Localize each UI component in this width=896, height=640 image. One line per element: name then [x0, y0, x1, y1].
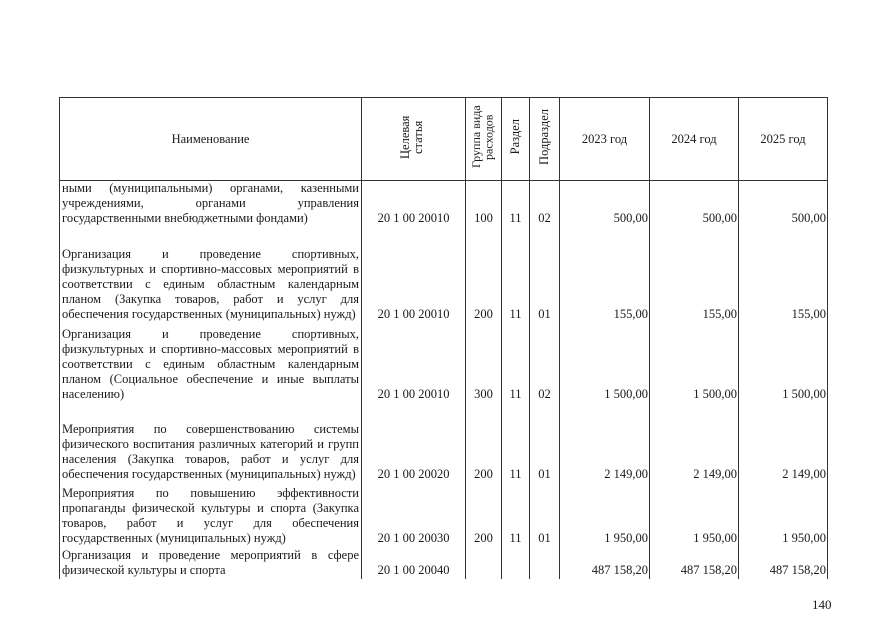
header-name: Наименование: [60, 98, 362, 181]
row-subsection: 01: [530, 227, 560, 323]
row-name: Организация и проведение спортивных, физкультурных и спортивно-массовых мероприятий в соответствии с единым областным календарным планом (Социальное обеспечение и иные выплаты населению): [60, 323, 362, 403]
row-name: Организация и проведение мероприятий в сфере физической культуры и спорта: [60, 547, 362, 579]
row-code: 20 1 00 20010: [362, 323, 466, 403]
row-value-2025: 1 500,00: [739, 323, 828, 403]
table-header-row: [60, 98, 828, 181]
row-group: 100: [466, 181, 502, 227]
row-group: 200: [466, 483, 502, 547]
table-row: [60, 483, 828, 547]
row-value-2023: 155,00: [560, 227, 650, 323]
row-section: 11: [502, 227, 530, 323]
row-subsection: 01: [530, 403, 560, 483]
row-name: ными (муниципальными) органами, казенными учреждениями, органами управления государственными внебюджетными фондами): [60, 181, 362, 227]
header-year-2025: 2025 год: [739, 98, 828, 181]
header-target-article: Целевая статья: [362, 98, 466, 181]
row-section: [502, 547, 530, 579]
header-year-2024: 2024 год: [650, 98, 739, 181]
table-row: [60, 227, 828, 323]
row-value-2024: 1 500,00: [650, 323, 739, 403]
row-group: 200: [466, 227, 502, 323]
table-row: [60, 547, 828, 579]
row-value-2023: 487 158,20: [560, 547, 650, 579]
row-section: 11: [502, 403, 530, 483]
row-code: 20 1 00 20010: [362, 227, 466, 323]
row-value-2025: 487 158,20: [739, 547, 828, 579]
row-code: 20 1 00 20030: [362, 483, 466, 547]
page-number: 140: [812, 597, 832, 612]
row-value-2024: 500,00: [650, 181, 739, 227]
row-subsection: 02: [530, 323, 560, 403]
row-subsection: 02: [530, 181, 560, 227]
row-value-2023: 1 950,00: [560, 483, 650, 547]
row-value-2025: 155,00: [739, 227, 828, 323]
header-year-2023: 2023 год: [560, 98, 650, 181]
table-row: [60, 323, 828, 403]
row-code: 20 1 00 20040: [362, 547, 466, 579]
budget-table: [59, 97, 828, 579]
row-group: [466, 547, 502, 579]
row-section: 11: [502, 483, 530, 547]
row-value-2024: 155,00: [650, 227, 739, 323]
row-name: Организация и проведение спортивных, физкультурных и спортивно-массовых мероприятий в соответствии с единым областным календарным планом (Закупка товаров, работ и услуг для обеспечения государственных (муниципальных) нужд): [60, 227, 362, 323]
row-value-2024: 487 158,20: [650, 547, 739, 579]
row-value-2025: 500,00: [739, 181, 828, 227]
table-row: [60, 403, 828, 483]
row-value-2024: 1 950,00: [650, 483, 739, 547]
row-subsection: [530, 547, 560, 579]
row-value-2025: 2 149,00: [739, 403, 828, 483]
row-value-2024: 2 149,00: [650, 403, 739, 483]
row-code: 20 1 00 20010: [362, 181, 466, 227]
table-row: [60, 181, 828, 227]
header-subsection: Подраздел: [530, 98, 560, 181]
row-value-2023: 2 149,00: [560, 403, 650, 483]
row-group: 200: [466, 403, 502, 483]
row-name: Мероприятия по совершенствованию системы физического воспитания различных категорий и групп населения (Закупка товаров, работ и услуг для обеспечения государственных (муниципальных) нужд): [60, 403, 362, 483]
row-value-2025: 1 950,00: [739, 483, 828, 547]
row-section: 11: [502, 181, 530, 227]
row-code: 20 1 00 20020: [362, 403, 466, 483]
row-group: 300: [466, 323, 502, 403]
row-value-2023: 500,00: [560, 181, 650, 227]
row-value-2023: 1 500,00: [560, 323, 650, 403]
row-section: 11: [502, 323, 530, 403]
row-subsection: 01: [530, 483, 560, 547]
header-expense-group: Группа вида расходов: [466, 98, 502, 181]
row-name: Мероприятия по повышению эффективности пропаганды физической культуры и спорта (Закупка товаров, работ и услуг для обеспечения государственных (муниципальных) нужд): [60, 483, 362, 547]
header-section: Раздел: [502, 98, 530, 181]
